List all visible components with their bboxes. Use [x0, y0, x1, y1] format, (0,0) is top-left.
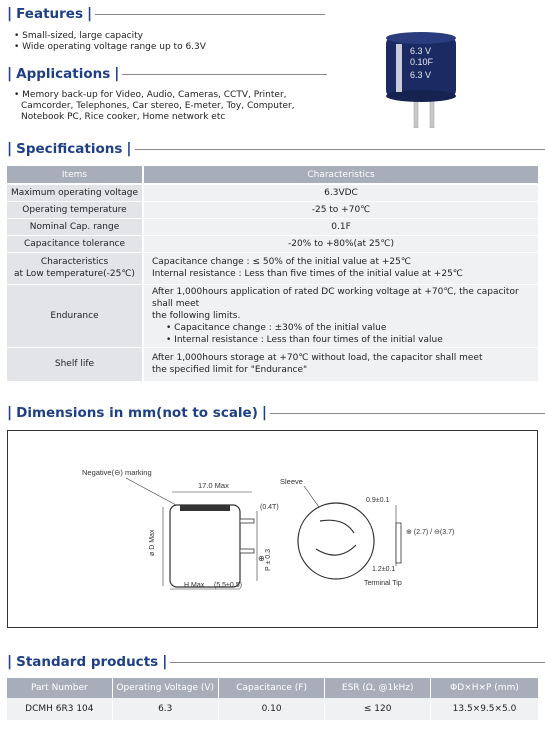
- table-row: [7, 184, 538, 201]
- cap-label-3: 6.3 V: [410, 70, 432, 80]
- applications-list: [14, 90, 295, 123]
- bullet-text: Capacitance change : ±30% of the initial value: [174, 322, 387, 333]
- table-header-row: [7, 166, 538, 184]
- heading-bar: |: [7, 66, 13, 82]
- value-cell: [143, 284, 538, 347]
- table-row: [7, 698, 538, 720]
- value-cell: 6.3VDC: [143, 184, 538, 201]
- column-header: Part Number: [7, 678, 112, 698]
- value-line: After 1,000hours application of rated DC working voltage at +70℃, the capacitor shall meet: [152, 286, 519, 309]
- width-label: 17.0 Max: [198, 481, 229, 490]
- features-title: Features: [16, 6, 83, 22]
- divider: [270, 413, 545, 414]
- heading-bar: |: [7, 654, 13, 670]
- divider: [135, 149, 545, 150]
- item-cell: Nominal Cap. range: [7, 218, 143, 235]
- heading-bar: |: [7, 6, 13, 22]
- divider: [170, 662, 545, 663]
- lead-gap-label: (0.4T): [260, 504, 279, 511]
- item-cell: Shelf life: [7, 347, 143, 381]
- tip-thickness-label: 1.2±0.1: [372, 566, 396, 573]
- table-cell: 13.5×9.5×5.0: [431, 698, 538, 720]
- value-line: the following limits.: [152, 310, 241, 321]
- cap-label-1: 6.3 V: [410, 46, 432, 56]
- value-bullet: • Capacitance change : ±30% of the initial value: [166, 322, 387, 333]
- capacitor-body-front: [298, 503, 374, 579]
- value-cell: -25 to +70℃: [143, 201, 538, 218]
- heading-bar: |: [86, 6, 93, 22]
- column-header: ESR (Ω, @1kHz): [325, 678, 431, 698]
- column-header: Characteristics: [143, 166, 538, 184]
- divider: [122, 74, 327, 75]
- diameter-label: ø D Max: [149, 529, 156, 556]
- features-list: [14, 31, 206, 53]
- table-row: [7, 347, 538, 381]
- divider: [95, 14, 325, 15]
- bullet-text: Internal resistance : Less than four times of the initial value: [174, 334, 443, 345]
- standard-products-header: [7, 654, 545, 670]
- list-item: • Memory back-up for Video, Audio, Cameras, CCTV, Printer,: [14, 90, 295, 101]
- column-header: ΦD×H×P (mm): [431, 678, 538, 698]
- column-header: Operating Voltage (V): [112, 678, 218, 698]
- item-line: at Low temperature(-25℃): [14, 269, 135, 279]
- heading-bar: |: [7, 405, 13, 421]
- features-header: [7, 6, 325, 22]
- table-row: [7, 201, 538, 218]
- table-cell: 6.3: [112, 698, 218, 720]
- tip-width-label: 0.9±0.1: [366, 497, 390, 504]
- capacitor-image: [384, 30, 458, 128]
- value-cell: 0.1F: [143, 218, 538, 235]
- terminal-tip-label: Terminal Tip: [364, 580, 402, 587]
- value-cell: [143, 252, 538, 284]
- value-line: Internal resistance : Less than five times of the initial value at +25℃: [152, 269, 463, 279]
- heading-bar: |: [261, 405, 268, 421]
- specifications-title: Specifications: [16, 141, 123, 157]
- list-item: • Small-sized, large capacity: [14, 31, 206, 42]
- table-row: [7, 252, 538, 284]
- column-header: Capacitance (F): [218, 678, 325, 698]
- negative-marking-label: Negative(⊖) marking: [82, 468, 152, 477]
- pitch-label: P ± 0.3: [265, 548, 272, 571]
- item-cell: Operating temperature: [7, 201, 143, 218]
- standard-products-title: Standard products: [16, 654, 159, 670]
- table-cell: 0.10: [218, 698, 325, 720]
- table-row: [7, 235, 538, 252]
- table-cell: ≤ 120: [325, 698, 431, 720]
- value-cell: -20% to +80%(at 25℃): [143, 235, 538, 252]
- heading-bar: |: [7, 141, 13, 157]
- dimension-drawing: [8, 431, 537, 627]
- dimensions-header: [7, 405, 545, 421]
- value-line: Capacitance change : ≤ 50% of the initial value at +25℃: [152, 257, 411, 267]
- table-row: [7, 218, 538, 235]
- table-row: [7, 284, 538, 347]
- item-cell: Endurance: [7, 284, 143, 347]
- list-item: Notebook PC, Rice cooker, Home network etc: [21, 112, 226, 122]
- capacitor-body-side: [170, 505, 240, 587]
- sleeve-label: Sleeve: [280, 477, 303, 486]
- lead-length-label: (5.5±0.5): [214, 582, 242, 589]
- item-line: Characteristics: [40, 257, 109, 267]
- cap-label-2: 0.10F: [410, 57, 434, 67]
- dimensions-title: Dimensions in mm(not to scale): [16, 405, 258, 421]
- polarity-label: ⊕ (2.7) / ⊖(3.7): [406, 529, 455, 536]
- heading-bar: |: [114, 66, 120, 82]
- item-cell: Capacitance tolerance: [7, 235, 143, 252]
- applications-title: Applications: [16, 66, 111, 82]
- heading-bar: |: [162, 654, 168, 670]
- height-label: H Max: [184, 582, 205, 589]
- heading-bar: |: [126, 141, 132, 157]
- standard-products-table: [7, 678, 538, 720]
- list-item: • Wide operating voltage range up to 6.3V: [14, 42, 206, 53]
- table-cell: DCMH 6R3 104: [7, 698, 112, 720]
- dimensions-drawing-frame: [7, 430, 538, 628]
- item-cell: Maximum operating voltage: [7, 184, 143, 201]
- list-item: Camcorder, Telephones, Car stereo, E-meter, Toy, Computer,: [21, 101, 295, 111]
- value-line: After 1,000hours storage at +70℃ without load, the capacitor shall meet: [152, 353, 483, 363]
- value-cell: [143, 347, 538, 381]
- specifications-table: [7, 166, 538, 382]
- column-header: Items: [7, 166, 143, 184]
- value-bullet: • Internal resistance : Less than four times of the initial value: [166, 334, 443, 345]
- plus-sign: ⊕: [258, 554, 265, 563]
- table-header-row: [7, 678, 538, 698]
- specifications-header: [7, 141, 545, 157]
- item-cell: [7, 252, 143, 284]
- value-line: the specified limit for "Endurance": [152, 365, 308, 375]
- applications-header: [7, 66, 327, 82]
